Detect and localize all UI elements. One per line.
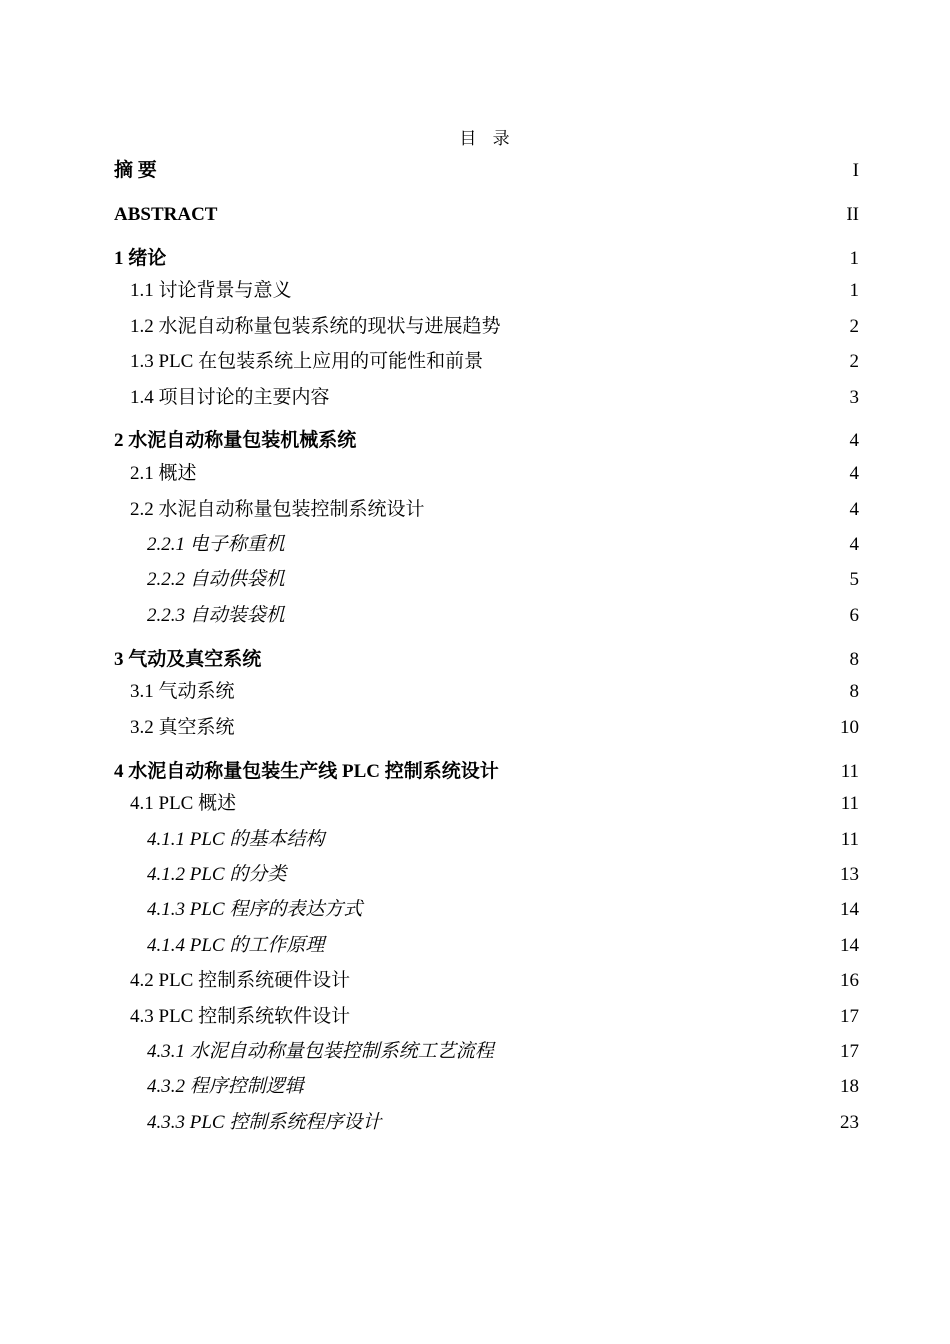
toc-entry-page: 14 <box>840 899 859 921</box>
toc-entry[interactable] <box>114 316 859 339</box>
toc-entry-label: 4.3.1 水泥自动称量包装控制系统工艺流程 <box>147 1041 494 1063</box>
toc-entry-label: 摘 要 <box>114 160 157 181</box>
toc-entry-label: 4.1.2 PLC 的分类 <box>147 864 287 886</box>
toc-entry-page: 4 <box>849 463 859 485</box>
toc-entry-label: 4.1.3 PLC 程序的表达方式 <box>147 899 363 921</box>
toc-entry[interactable] <box>114 280 859 303</box>
toc-entry[interactable] <box>114 649 859 672</box>
toc-entry-page: 10 <box>840 716 859 738</box>
toc-entry-label: 3 气动及真空系统 <box>114 648 262 670</box>
toc-entry-page: 13 <box>840 864 859 886</box>
toc-entry-label: 1 绪论 <box>114 247 167 269</box>
toc-entry-page: 8 <box>849 681 859 703</box>
toc-entry[interactable] <box>114 935 859 958</box>
toc-entry-page: 6 <box>849 604 859 626</box>
toc-entry[interactable] <box>114 970 859 993</box>
toc-entry[interactable] <box>114 793 859 816</box>
toc-entry-label: 4.1.1 PLC 的基本结构 <box>147 828 325 850</box>
toc-entry-page: 2 <box>849 351 859 373</box>
toc-entry-label: 4.1.4 PLC 的工作原理 <box>147 934 325 956</box>
toc-entry-label: 3.1 气动系统 <box>130 681 235 703</box>
toc-entry-label: 2.2 水泥自动称量包装控制系统设计 <box>130 498 425 520</box>
toc-entry-label: 2.2.1 电子称重机 <box>147 533 285 555</box>
toc-entry[interactable] <box>114 430 859 453</box>
toc-entry-label: 3.2 真空系统 <box>130 716 235 738</box>
toc-entry-label: 4.3.3 PLC 控制系统程序设计 <box>147 1111 382 1133</box>
toc-entry-label: 2.1 概述 <box>130 463 197 485</box>
toc-entry-label: 1.2 水泥自动称量包装系统的现状与进展趋势 <box>130 315 501 337</box>
toc-entry[interactable] <box>114 864 859 887</box>
toc-entry-page: 1 <box>849 280 859 302</box>
toc-entry-page: 4 <box>849 533 859 555</box>
toc-entry[interactable] <box>114 761 859 784</box>
toc-entry[interactable] <box>114 160 859 183</box>
toc-entry[interactable] <box>114 1112 859 1135</box>
toc-entry-page: 1 <box>849 247 859 269</box>
toc-entry-label: 1.3 PLC 在包装系统上应用的可能性和前景 <box>130 351 484 373</box>
toc-entry[interactable] <box>114 204 859 227</box>
toc-entry-page: 11 <box>840 828 859 850</box>
toc-entry[interactable] <box>114 499 859 522</box>
toc-entry-label: 2.2.3 自动装袋机 <box>147 604 285 626</box>
toc-entry[interactable] <box>114 351 859 374</box>
toc-entry-page: 23 <box>840 1111 859 1133</box>
toc-entry-label: 4 水泥自动称量包装生产线 PLC 控制系统设计 <box>114 760 499 782</box>
toc-entry[interactable] <box>114 605 859 628</box>
toc-entry-label: ABSTRACT <box>114 203 218 225</box>
toc-entry-page: 11 <box>840 793 859 815</box>
toc-entry-label: 4.3 PLC 控制系统软件设计 <box>130 1005 351 1027</box>
toc-entry[interactable] <box>114 534 859 557</box>
toc-entry-page: 4 <box>849 430 859 452</box>
toc-entry[interactable] <box>114 387 859 410</box>
toc-entry-page: II <box>846 203 859 225</box>
toc-entry[interactable] <box>114 463 859 486</box>
toc-entry-page: 5 <box>849 569 859 591</box>
toc-entry-label: 2 水泥自动称量包装机械系统 <box>114 430 357 452</box>
toc-entry-label: 4.1 PLC 概述 <box>130 793 237 815</box>
toc-entry-label: 4.3.2 程序控制逻辑 <box>147 1076 304 1098</box>
toc-entry-page: 14 <box>840 934 859 956</box>
toc-entry-page: 11 <box>840 760 859 782</box>
toc-entry-page: 17 <box>840 1005 859 1027</box>
toc-entry-page: 8 <box>849 648 859 670</box>
toc-entry-page: 3 <box>849 386 859 408</box>
toc-entry[interactable] <box>114 829 859 852</box>
toc-entry-page: 18 <box>840 1076 859 1098</box>
toc-title: 目 录 <box>459 129 516 148</box>
toc-entry-label: 2.2.2 自动供袋机 <box>147 569 285 591</box>
toc-entry-label: 1.1 讨论背景与意义 <box>130 280 292 302</box>
toc-entry[interactable] <box>114 899 859 922</box>
toc-entry[interactable] <box>114 1076 859 1099</box>
toc-entry-label: 1.4 项目讨论的主要内容 <box>130 386 330 408</box>
table-of-contents <box>114 160 859 1135</box>
toc-entry-page: I <box>852 160 859 181</box>
toc-entry-page: 16 <box>840 970 859 992</box>
toc-entry[interactable] <box>114 1006 859 1029</box>
toc-entry[interactable] <box>114 717 859 740</box>
toc-entry-page: 4 <box>849 498 859 520</box>
toc-entry[interactable] <box>114 248 859 271</box>
toc-entry[interactable] <box>114 681 859 704</box>
toc-entry-page: 2 <box>849 315 859 337</box>
toc-entry[interactable] <box>114 1041 859 1064</box>
toc-entry-label: 4.2 PLC 控制系统硬件设计 <box>130 970 351 992</box>
toc-entry[interactable] <box>114 569 859 592</box>
toc-entry-page: 17 <box>840 1041 859 1063</box>
